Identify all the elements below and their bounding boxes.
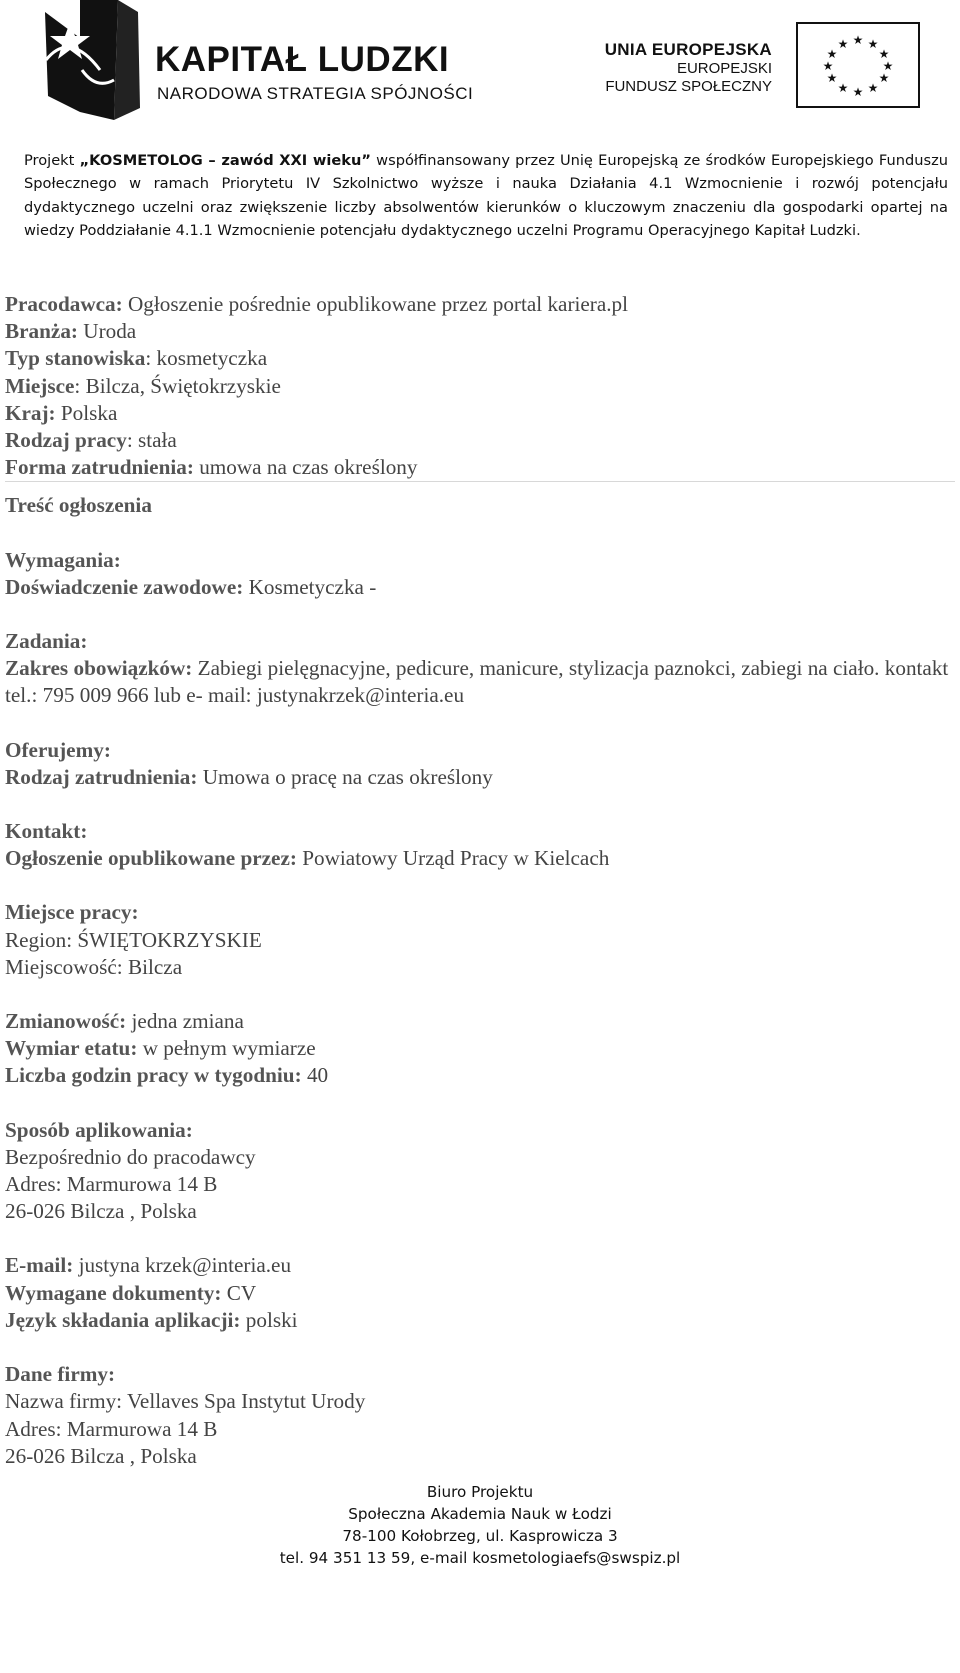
published-label: Ogłoszenie opublikowane przez:: [5, 846, 297, 871]
country-value: Polska: [60, 400, 118, 425]
content-heading: Treść ogłoszenia: [5, 493, 152, 518]
kapital-ludzki-logo: [40, 0, 474, 135]
kapital-ludzki-title: KAPITAŁ LUDZKI: [155, 40, 450, 79]
country-line: [5, 400, 955, 427]
apply-address-1: Adres: Marmurowa 14 B: [5, 1172, 218, 1197]
industry-line: [5, 318, 955, 345]
published-line: [5, 845, 955, 872]
requirements-heading: Wymagania:: [5, 547, 121, 572]
docs-value: CV: [226, 1280, 257, 1305]
position-line: [5, 345, 955, 372]
fte-value: w pełnym wymiarze: [142, 1036, 316, 1061]
eu-line-1: UNIA EUROPEJSKA: [604, 40, 772, 59]
svg-text:★: ★: [826, 71, 838, 85]
fte-line: [5, 1035, 955, 1062]
svg-text:★: ★: [867, 81, 879, 95]
worktype-value: : stała: [126, 428, 177, 453]
employer-label: Pracodawca:: [5, 292, 123, 316]
employment-label: Forma zatrudnienia:: [5, 455, 194, 480]
employer-value: Ogłoszenie pośrednie opublikowane przez portal kariera.pl: [127, 292, 629, 316]
position-value: : kosmetyczka: [145, 346, 268, 371]
language-line: [5, 1307, 955, 1334]
svg-text:★: ★: [867, 37, 879, 51]
svg-text:★: ★: [878, 71, 890, 85]
docs-label: Wymagane dokumenty:: [5, 1280, 222, 1305]
email-value: justyna krzek@interia.eu: [78, 1253, 292, 1278]
locality-line: Miejscowość: Bilcza: [5, 954, 183, 979]
email-line: [5, 1252, 955, 1279]
shifts-value: jedna zmiana: [131, 1009, 244, 1034]
fte-label: Wymiar etatu:: [5, 1036, 138, 1061]
footer-line-2: Społeczna Akademia Nauk w Łodzi: [348, 1505, 612, 1523]
duties-line: [5, 655, 955, 709]
svg-text:★: ★: [852, 33, 864, 47]
intro-prefix: Projekt: [24, 152, 80, 169]
industry-label: Branża:: [5, 319, 78, 344]
hours-value: 40: [306, 1063, 329, 1088]
eu-logo: [600, 22, 920, 122]
region-line: Region: ŚWIĘTOKRZYSKIE: [5, 927, 262, 952]
company-name: Nazwa firmy: Vellaves Spa Instytut Urody: [5, 1389, 366, 1414]
svg-text:★: ★: [822, 59, 834, 73]
offer-heading: Oferujemy:: [5, 737, 111, 762]
worktype-label: Rodzaj pracy: [5, 428, 127, 453]
company-address-1: Adres: Marmurowa 14 B: [5, 1416, 218, 1441]
language-label: Język składania aplikacji:: [5, 1307, 241, 1332]
footer-line-3: 78-100 Kołobrzeg, ul. Kasprowicza 3: [342, 1527, 618, 1545]
footer-line-1: Biuro Projektu: [426, 1483, 534, 1501]
eu-line-3: FUNDUSZ SPOŁECZNY: [605, 78, 772, 95]
footer: [0, 1481, 960, 1569]
eu-logo-text: [605, 40, 772, 96]
published-value: Powiatowy Urząd Pracy w Kielcach: [302, 846, 610, 871]
place-label: Miejsce: [5, 373, 75, 398]
intro-project-name: „KOSMETOLOG – zawód XXI wieku”: [79, 152, 371, 169]
svg-text:★: ★: [837, 81, 849, 95]
project-intro: [24, 149, 948, 242]
apply-heading: Sposób aplikowania:: [5, 1117, 193, 1142]
industry-value: Uroda: [83, 319, 137, 344]
eu-line-2: EUROPEJSKI: [676, 60, 772, 77]
kapital-ludzki-emblem-icon: [40, 0, 150, 135]
kapital-ludzki-subtitle: NARODOWA STRATEGIA SPÓJNOŚCI: [157, 84, 474, 103]
experience-value: Kosmetyczka -: [248, 574, 377, 599]
company-address-2: 26-026 Bilcza , Polska: [5, 1443, 197, 1468]
experience-line: [5, 574, 955, 601]
shifts-line: [5, 1008, 955, 1035]
shifts-label: Zmianowość:: [5, 1009, 127, 1034]
intro-text: współfinansowany przez Unię Europejską ze środków Europejskiego Funduszu Społecznego w ramach Priorytetu IV Szkolnictwo wyższe i nauka Działania 4.1 Wzmocnienie i rozwój potencjału dydaktycznego uczelni oraz zwiększenie liczby absolwentów kierunków o kluczowym znaczeniu dla gospodarki opartej na wiedzy Poddziałanie 4.1.1 Wzmocnienie potencjału dydaktycznego uczelni Programu Operacyjnego Kapitał Ludzki.: [24, 152, 948, 239]
footer-line-4: tel. 94 351 13 59, e-mail kosmetologiaefs@swspiz.pl: [279, 1549, 681, 1567]
svg-text:★: ★: [852, 85, 864, 99]
workplace-heading: Miejsce pracy:: [5, 900, 139, 925]
contract-value: Umowa o pracę na czas określony: [202, 764, 493, 789]
svg-text:★: ★: [882, 59, 894, 73]
employment-line: [5, 454, 955, 481]
eu-flag-icon: [796, 22, 920, 108]
apply-method: Bezpośrednio do pracodawcy: [5, 1144, 256, 1169]
worktype-line: [5, 427, 955, 454]
contract-label: Rodzaj zatrudnienia:: [5, 764, 198, 789]
position-label: Typ stanowiska: [5, 346, 146, 371]
job-offer: [5, 291, 955, 1470]
place-value: : Bilcza, Świętokrzyskie: [74, 373, 281, 398]
contact-heading: Kontakt:: [5, 819, 88, 844]
svg-text:★: ★: [826, 47, 838, 61]
docs-line: [5, 1280, 955, 1307]
hours-label: Liczba godzin pracy w tygodniu:: [5, 1063, 302, 1088]
duties-value: Zabiegi pielęgnacyjne, pedicure, manicure, stylizacja paznokci, zabiegi na ciało. kontakt tel.: 795 009 966 lub e- mail: justynakrzek@interia.eu: [5, 656, 949, 708]
apply-address-2: 26-026 Bilcza , Polska: [5, 1199, 197, 1224]
tasks-heading: Zadania:: [5, 629, 88, 654]
contract-line: [5, 764, 955, 791]
svg-text:★: ★: [878, 47, 890, 61]
svg-text:★: ★: [837, 37, 849, 51]
email-label: E-mail:: [5, 1253, 74, 1278]
company-heading: Dane firmy:: [5, 1362, 116, 1387]
hours-line: [5, 1062, 955, 1089]
country-label: Kraj:: [5, 400, 56, 425]
employment-value: umowa na czas określony: [199, 455, 418, 480]
duties-label: Zakres obowiązków:: [5, 656, 193, 681]
language-value: polski: [245, 1307, 298, 1332]
place-line: [5, 373, 955, 400]
experience-label: Doświadczenie zawodowe:: [5, 574, 244, 599]
employer-line: [5, 291, 955, 318]
